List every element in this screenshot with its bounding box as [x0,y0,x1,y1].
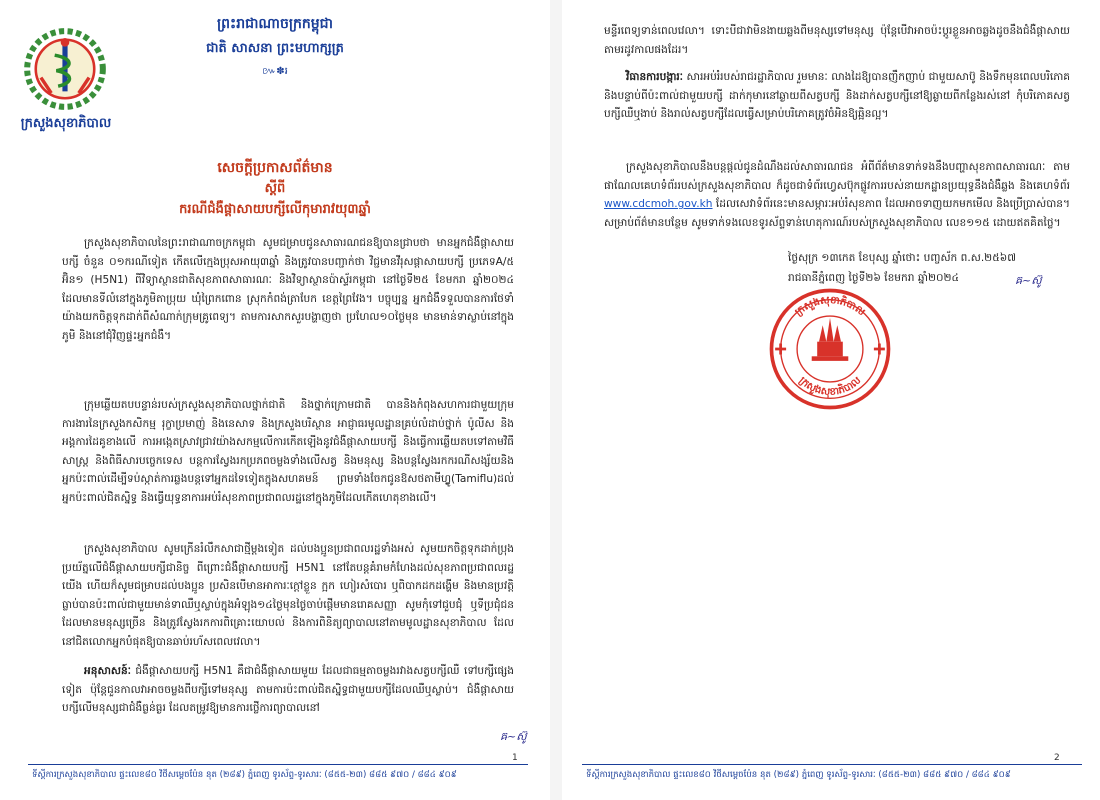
paragraph-response-team: ក្រុមឆ្លើយតបបន្ទាន់របស់ក្រសួងសុខាភិបាលថ្នាក់ជាតិ និងថ្នាក់ក្រោមជាតិ បាននិងកំពុងសហការជាមួយក្រុមការងារនៃក្រសួងកសិកម្ម រុក្ខាប្រមាញ់ និងនេសាទ និងក្រសួងបរិស្ថាន អាជ្ញាធរមូលដ្ឋានគ្រប់លំដាប់ថ្នាក់ ប៉ូលីស និងអង្គការដៃគូខាងលើ ការអង្កេតស្រាវជ្រាវយ៉ាងសកម្មលើការកើតឡើងនូវជំងឺផ្តាសាយបក្សី និងធ្វើការឆ្លើយតបទៅតាមវិធីសាស្ត្រ និងពិធីសារបច្ចេកទេស បន្តការស្វែងរកប្រភពចម្លងទាំងលើសត្វ និងមនុស្ស និងបន្តស្វែងរកករណីសង្ស័យនិងអ្នកប៉ះពាល់ដើម្បីទប់ស្កាត់ការឆ្លងបន្តទៅអ្នកដទៃទៀតក្នុងសហគមន៍ ព្រមទាំងចែកជូនឱសថតាមីហ្វ្លូ(Tamiflu)ដល់អ្នកប៉ះពាល់ជិតស្និទ្ធ និងធ្វើយុទ្ធនាការអប់រំសុខភាពប្រជាពលរដ្ឋនៅក្នុងភូមិដែលកើតហេតុខាងលើ។ [62,399,514,504]
date-lunar: ថ្ងៃសុក្រ ១៣កេត ខែបុស្ស ឆ្នាំថោះ បញ្ចស័ក ព.ស.២៥៦៧ [788,252,1016,264]
footer-address: ទីស្តីការក្រសួងសុខាភិបាល ផ្ទះលេខ៨០ វិថីសម្តេចប៉ែន នុត (២៨៩) ភ្នំពេញ ទូរស័ព្ទ-ទូរសារៈ (៨៥៥-២៣) ៨៨៥ ៩៧០ / ៨៨៤ ៩០៩ [32,770,457,780]
prevention-text: សារអប់រំរបស់រាជរដ្ឋាភិបាល រួមមានៈ លាងដៃឱ្យបានញឹកញាប់ ជាមួយសាប៊ូ និងទឹកមុនពេលបរិភោគ និងបន្ទាប់ពីប៉ះពាល់ជាមួយបក្សី ដាក់កុមារនៅឆ្ងាយពីសត្វបក្សី និងដាក់សត្វបក្សីនៅឱ្យឆ្ងាយពីកន្លែងរស់នៅ កុំបរិភោគសត្វបក្សីឈឺឬងាប់ និងរាល់សត្វបក្សីដែលធ្វើសម្រាប់បរិភោគត្រូវចំអិនឱ្យឆ្អិនល្អ។ [604,71,1071,121]
closing-text-2: ដែលសេវាទំព័រនេះមានសម្ភារៈអប់រំសុខភាព ដែលអាចទាញយកមកមើល និងប្រើប្រាស់បាន។ សម្រាប់ព័ត៌មានបន្ថែម សូមទាក់ទងលេខទូរស័ព្ទទាន់ហេតុការណ៍របស់ក្រសួងសុខាភិបាល លេខ១១៥ ដោយឥតគិតថ្លៃ។ [604,198,1070,229]
initials-mark: ឝ~ស៊ូ [500,730,527,743]
page-number-2: 2 [1054,753,1060,763]
closing-text-1: ក្រសួងសុខាភិបាលនឹងបន្តផ្តល់ជូនដំណឹងដល់សាធារណជន អំពីព័ត៌មានទាក់ទងនឹងបញ្ហាសុខភាពសាធារណៈ តាមផាណែលគេហទំព័ររបស់ក្រសួងសុខាភិបាល ក៏ដូចជាទំព័រហ្វេសប៊ុកផ្លូវការរបស់នាយកដ្ឋានប្រយុទ្ធនឹងជំងឺឆ្លង និងគេហទំព័រ [604,161,1070,192]
seal-bottom-text: ក្រសួងសុខាភិបាល [796,375,864,398]
paragraph-closing [604,158,1070,232]
date-solar: រាជធានីភ្នំពេញ ថ្ងៃទី២៦ ខែមករា ឆ្នាំ២០២៤ [788,272,959,284]
ministry-name: ក្រសួងសុខាភិបាល [20,116,112,131]
ministry-of-health-logo-icon [22,26,108,112]
remark-label: អនុសាសន៍ៈ [84,665,131,677]
motto-nation-religion-king: ជាតិ សាសនា ព្រះមហាក្សត្រ [206,41,344,56]
page-number-1: 1 [512,753,518,763]
document-page-2 [562,0,1100,800]
footer-address-2: ទីស្តីការក្រសួងសុខាភិបាល ផ្ទះលេខ៨០ វិថីសម្តេចប៉ែន នុត (២៨៩) ភ្នំពេញ ទូរស័ព្ទ-ទូរសារៈ (៨៥៥-២៣) ៨៨៥ ៩៧០ / ៨៨៤ ៩០៩ [586,770,1011,780]
cdc-website-link[interactable]: www.cdcmoh.gov.kh [604,198,713,211]
footer-rule-2 [582,764,1082,765]
title-press-release: សេចក្តីប្រកាសព័ត៌មាន [217,160,333,176]
motto-kingdom: ព្រះរាជាណាចក្រកម្ពុជា [216,16,333,32]
initials-mark-2: ឝ~ស៊ូ [1015,274,1042,287]
title-subject: ករណីជំងឺផ្តាសាយបក្សីលើកុមារាវយុ៣ឆ្នាំ [179,202,371,217]
paragraph-continuation: មន្ទីរពេទ្យទាន់ពេលវេលា។ ទោះបីជាវាមិនងាយឆ្លងពីមនុស្សទៅមនុស្ស ប៉ុន្តែបើវាអាចប៉ះប្តូរខ្លួនអាចឆ្លងដូចនឹងជំងឺផ្តាសាយតាមរដូវកាលផងដែរ។ [604,25,1070,56]
title-regarding: ស្តីពី [264,181,286,196]
seal-top-text: ក្រសួងសុខាភិបាល [793,295,867,319]
prevention-label: វិធានការបង្ការៈ [626,71,684,83]
remark-text: ជំងឺផ្តាសាយបក្សី H5N1 គឺជាជំងឺផ្តាសាយមួយ ដែលជាធម្មតាចម្លងរវាងសត្វបក្សីឈឺ ទៅបក្សីផ្សេងទៀត ប៉ុន្តែជួនកាលវាអាចចម្លងពីបក្សីទៅមនុស្ស តាមការប៉ះពាល់ជិតស្និទ្ធជាមួយបក្សីដែលឈឺឬស្លាប់។ ជំងឺផ្តាសាយបក្សីលើមនុស្សជាជំងឺធ្ងន់ធ្ងរ ដែលតម្រូវឱ្យមានការថ្លើការព្យាបាលនៅ [62,665,514,715]
decorative-flourish: ៚✽៛ [262,66,288,77]
paragraph-public-advice: ក្រសួងសុខាភិបាល សូមក្រើនរំលឹកសាជាថ្មីម្តងទៀត ដល់បងប្អូនប្រជាពលរដ្ឋទាំងអស់ សូមយកចិត្តទុកដាក់ប្រុងប្រយ័ត្នលើជំងឺផ្តាសាយបក្សីជានិច្ច ពីព្រោះជំងឺផ្តាសាយបក្សី H5N1 នៅតែបន្តគំរាមកំហែងដល់សុខភាពប្រជាពលរដ្ឋយើង ហើយក៏សូមជម្រាបដល់បងប្អូន ប្រសិនបើមានអាការៈក្តៅខ្លួន ក្អក ហៀរសំបោរ ឬពិបាកដកដង្ហើម និងមានប្រវត្តិធ្លាប់បានប៉ះពាល់ជាមួយមាន់ទាឈឺឬស្លាប់ក្នុងអំឡុង១៤ថ្ងៃមុនថ្ងៃចាប់ផ្តើមមានរោគសញ្ញា សូមកុំទៅជួបជុំ ឬទីប្រជុំជនដែលមានមនុស្សច្រើន និងត្រូវស្វែងរកការពិគ្រោះយោបល់ និងការពិនិត្យព្យាបាលនៅតាមមូលដ្ឋានសុខាភិបាល ដែលនៅជិតលោកអ្នកបំផុតឱ្យបានឆាប់រហ័សពេលវេលា។ [62,543,514,648]
paragraph-prevention [604,68,1070,124]
svg-text:ក្រសួងសុខាភិបាល [797,375,864,399]
footer-rule [28,764,528,765]
paragraph-case-report: ក្រសួងសុខាភិបាលនៃព្រះរាជាណាចក្រកម្ពុជា សូមជម្រាបជូនសាធារណជនឱ្យបានជ្រាបថា មានអ្នកជំងឺផ្តាសាយបក្សី ចំនួន ០១ករណីទៀត កើតលើក្មេងប្រុសអាយុ៣ឆ្នាំ និងត្រូវបានបញ្ជាក់ថា វិជ្ជមានវីរុសផ្តាសាយបក្សី ប្រភេទA/៥ អ៊ិន១ (H5N1) ពីវិទ្យាស្ថានជាតិសុខភាពសាធារណៈ និងវិទ្យាស្ថានប៉ាស្ទ័រកម្ពុជា នៅថ្ងៃទី២៥ ខែមករា ឆ្នាំ២០២៤ ដែលមានទីលំនៅក្នុងភូមិតាប្រុយ ឃុំព្រៃកពោន ស្រុកកំពង់ត្រាបែក ខេត្តព្រៃវែង។ បច្ចុប្បន្ន អ្នកជំងឺទទួលបានការថែទាំយ៉ាងយកចិត្តទុកដាក់ពីសំណាក់ក្រុមគ្រូពេទ្យ។ តាមការសាកសួរបង្ហាញថា ប្រហែល១០ថ្ងៃមុន មានមាន់ទាស្លាប់នៅក្នុងភូមិ និងនៅជុំវិញផ្ទះអ្នកជំងឺ។ [62,237,514,342]
paragraph-remark [62,662,514,718]
page-gutter [550,0,562,800]
official-seal-icon [766,285,894,413]
